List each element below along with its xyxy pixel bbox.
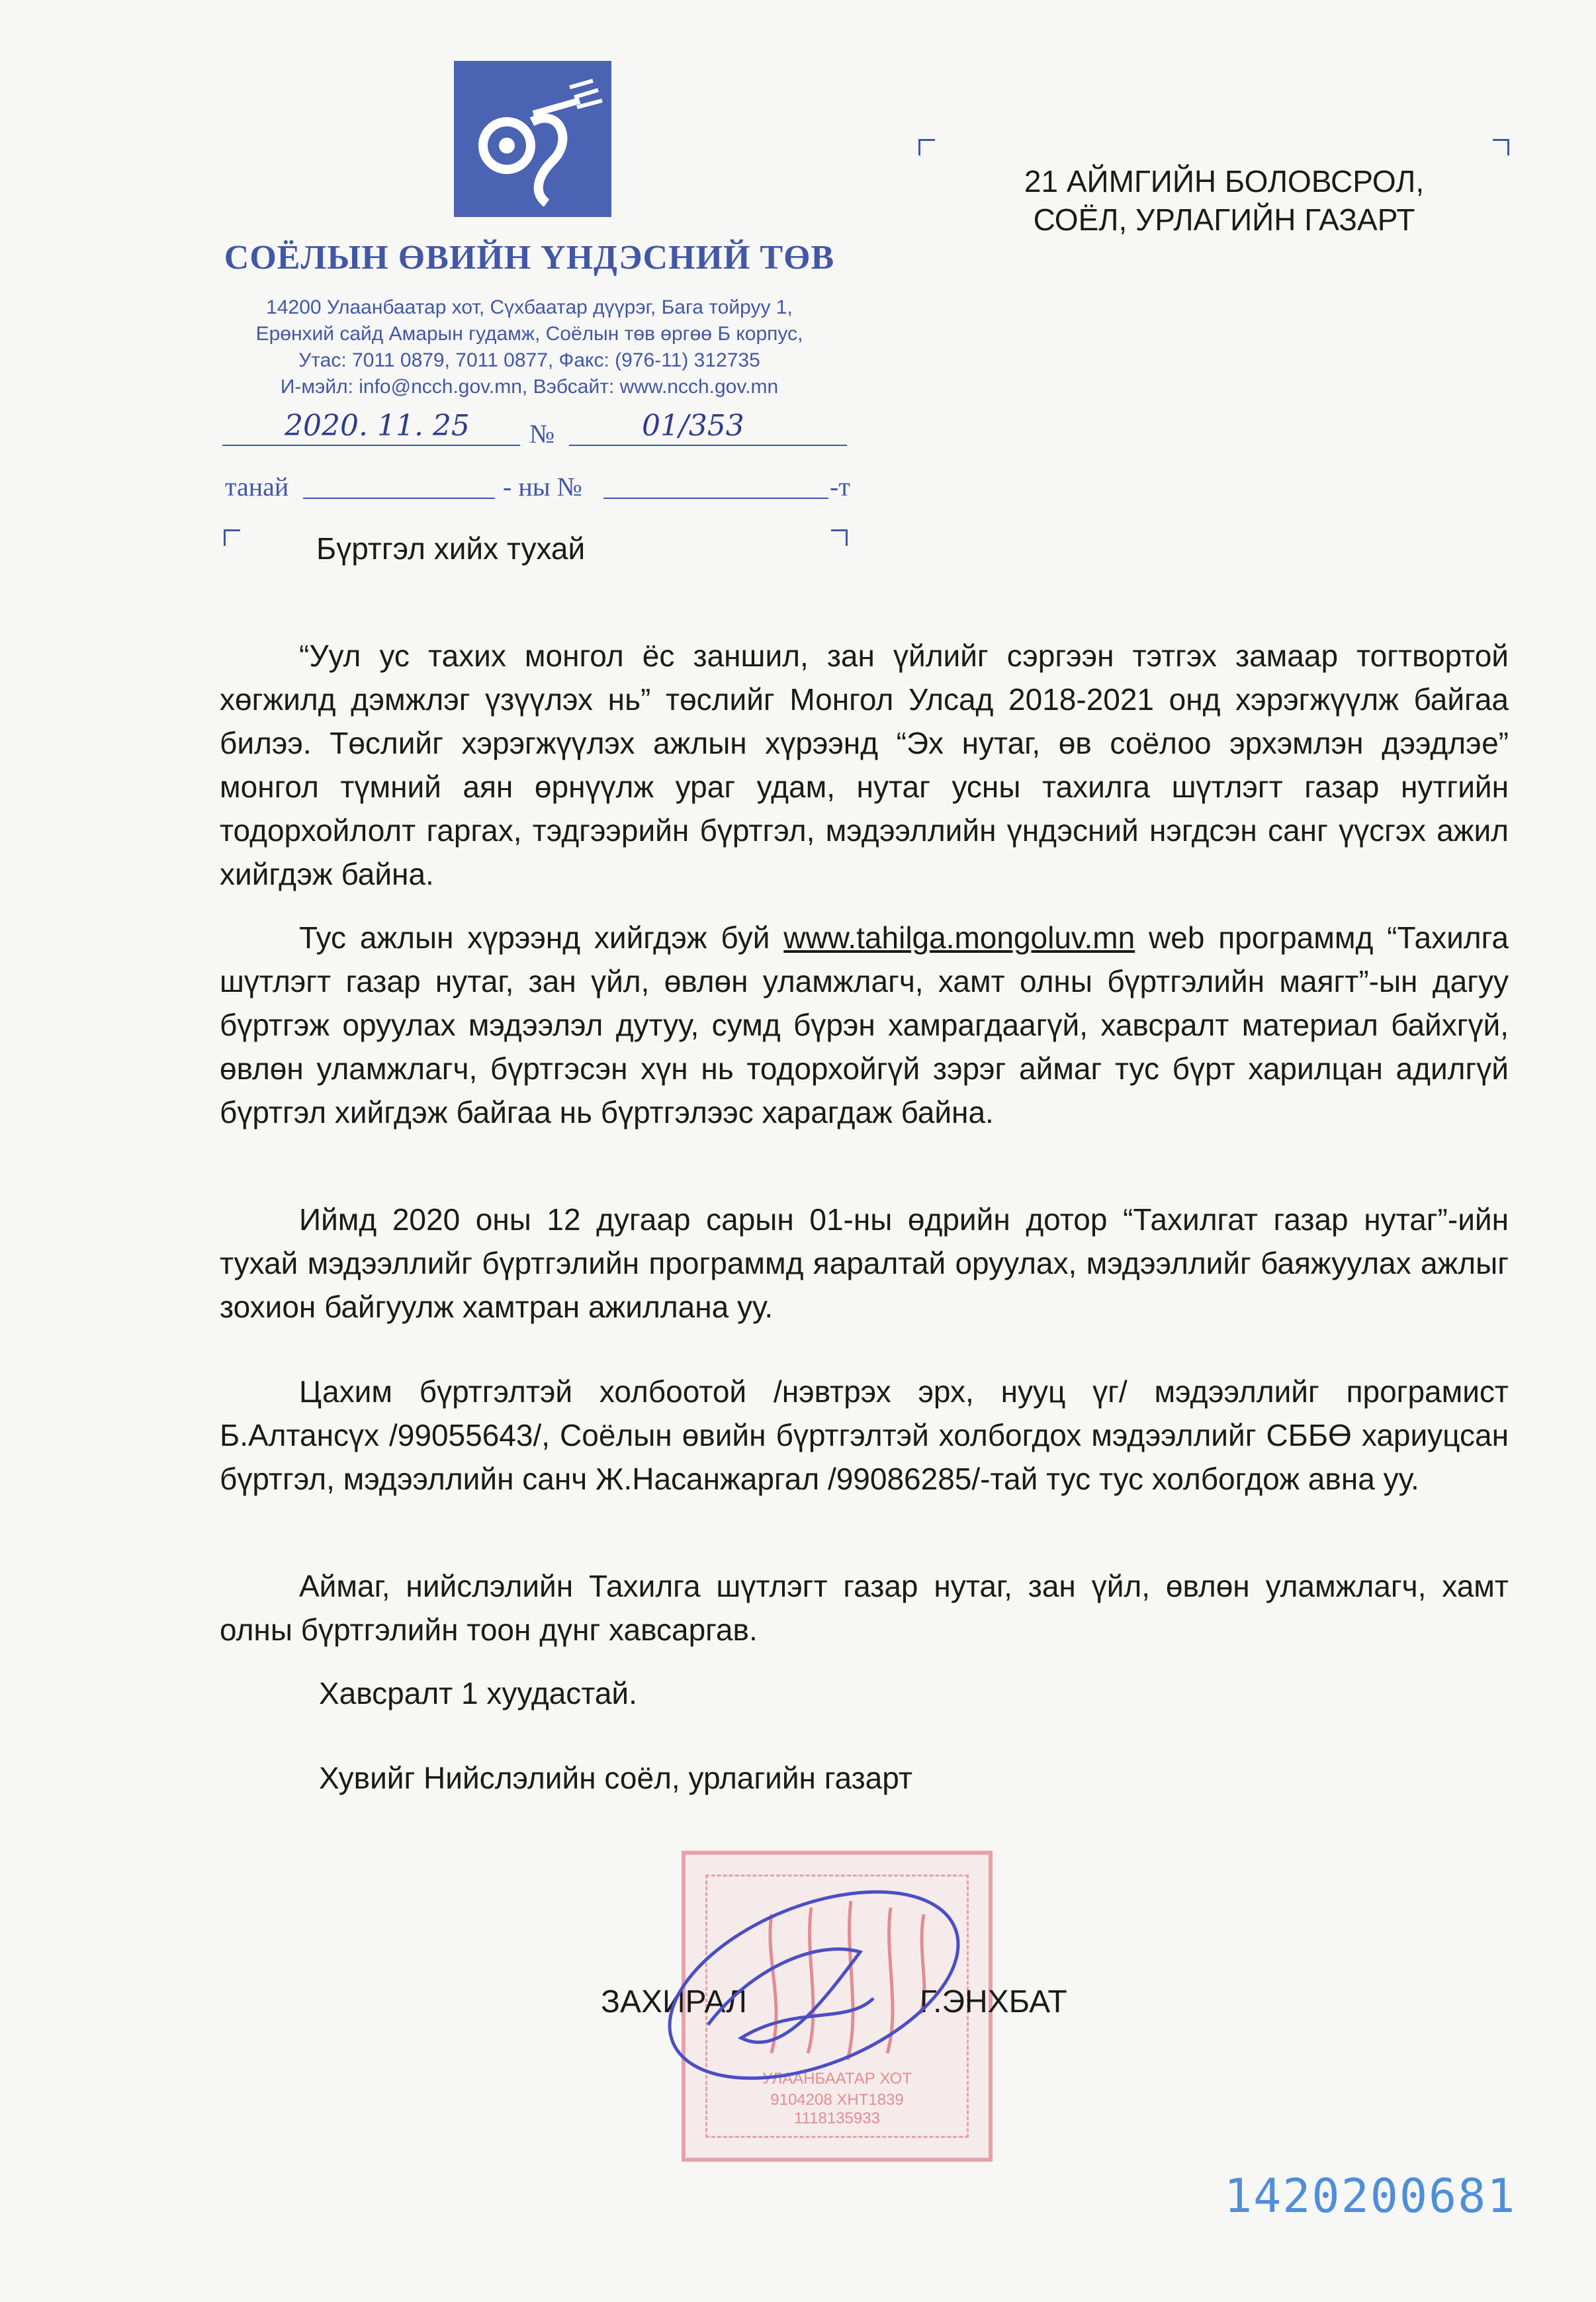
logo-emblem-icon bbox=[454, 61, 611, 217]
address-line-4: И-мэйл: info@ncch.gov.mn, Вэбсайт: www.ncch.gov.mn bbox=[280, 376, 779, 398]
paragraph-2 bbox=[220, 916, 1509, 1134]
registration-stamp-number: 1420200681 bbox=[1224, 2169, 1517, 2223]
paragraph-4: Цахим бүртгэлтэй холбоотой /нэвтрэх эрх, нууц үг/ мэдээллийг програмист Б.Алтансүх /99055643/, Соёлын өвийн бүртгэлтэй холбогдох мэдээллийг СББӨ хариуцсан бүртгэл, мэдээллийн санч Ж.Насанжаргал /99086285/-тай тус тус холбогдож авна уу. bbox=[220, 1374, 1509, 1496]
number-line bbox=[569, 445, 847, 446]
attachment-note: Хавсралт 1 хуудастай. bbox=[319, 1676, 637, 1710]
stamp-code-1: 9104208 ХНТ1839 bbox=[770, 2091, 904, 2109]
paragraph-2-rest: web программд “Тахилга шүтлэгт газар нутаг, зан үйл, өвлөн уламжлагч, хамт олны бүртгэлийн маягт”-ын дагуу бүртгэж оруулах мэдээлэл дутуу, сумд бүрэн хамрагдаагүй, хавсралт материал байхгүй, өвлөн уламжлагч, бүртгэсэн хүн нь тодорхойгүй зэрэг аймаг тус бүрт харилцан адилгүй бүртгэл хийгдэж байгаа нь бүртгэлээс харагдаж байна. bbox=[220, 920, 1509, 1129]
number-label: № bbox=[529, 419, 555, 449]
ncch-logo-icon bbox=[454, 61, 611, 217]
paragraph-1: “Уул ус тахих монгол ёс заншил, зан үйлийг сэргээн тэтгэх замаар тогтвортой хөгжилд дэмжлэг үзүүлэх нь” төслийг Монгол Улсад 2018-2021 онд хэрэгжүүлж байгаа билээ. Төслийг хэрэгжүүлэх ажлын хүрээнд “Эх нутаг, өв соёлоо эрхэмлэн дээдлэе” монгол түмний аян өрнүүлж ураг удам, нутаг усны тахилга шүтлэгт газар нутгийн тодорхойлолт гаргах, тэдгээрийн бүртгэл, мэдээллийн үндэсний нэгдсэн санг үүсгэх ажил хийгдэж байна. bbox=[220, 639, 1509, 891]
ref-line-1 bbox=[303, 498, 495, 499]
subject: Бүртгэл хийх тухай bbox=[316, 531, 586, 566]
recipient-line-2: СОЁЛ, УРЛАГИЙН ГАЗАРТ bbox=[1033, 202, 1415, 237]
paragraph-2-lead: Тус ажлын хүрээнд хийгдэж буй bbox=[299, 920, 784, 955]
address-line-1: 14200 Улаанбаатар хот, Сүхбаатар дүүрэг, Бага тойруу 1, bbox=[266, 296, 793, 318]
ref-line-2 bbox=[603, 498, 828, 499]
stamp-city: УЛААНБААТАР ХОТ bbox=[762, 2070, 912, 2088]
recipient-corner-right bbox=[1493, 139, 1509, 155]
letter-date: 2020. 11. 25 bbox=[285, 409, 470, 443]
ref-mid: - ны № bbox=[503, 472, 582, 502]
paragraph-5: Аймаг, нийслэлийн Тахилга шүтлэгт газар нутаг, зан үйл, өвлөн уламжлагч, хамт олны бүртгэлийн тоон дүнг хавсаргав. bbox=[220, 1569, 1509, 1647]
handwritten-signature-icon bbox=[648, 1873, 993, 2111]
org-name: СОЁЛЫН ӨВИЙН ҮНДЭСНИЙ ТӨВ bbox=[224, 239, 835, 277]
subject-corner-right bbox=[831, 529, 848, 546]
recipient-line-1: 21 АЙМГИЙН БОЛОВСРОЛ, bbox=[1024, 164, 1425, 199]
subject-corner-left bbox=[224, 529, 240, 546]
signatory-name: Г.ЭНХБАТ bbox=[920, 1984, 1067, 2019]
address-line-2: Ерөнхий сайд Амарын гудамж, Соёлын төв өргөө Б корпус, bbox=[255, 323, 803, 345]
ref-prefix: танай bbox=[225, 472, 289, 502]
address-line-3: Утас: 7011 0879, 7011 0877, Факс: (976-11) 312735 bbox=[298, 349, 760, 371]
tahilga-link[interactable]: www.tahilga.mongoluv.mn bbox=[783, 920, 1135, 955]
recipient-corner-left bbox=[918, 139, 935, 155]
copy-to-note: Хувийг Нийслэлийн соёл, урлагийн газарт bbox=[319, 1761, 912, 1795]
stamp-code-2: 1118135933 bbox=[794, 2109, 880, 2127]
letter-number: 01/353 bbox=[642, 409, 744, 443]
paragraph-3: Иймд 2020 оны 12 дугаар сарын 01-ны өдрийн дотор “Тахилгат газар нутаг”-ийн тухай мэдээллийг бүртгэлийн программд яаралтай оруулах, мэдээллийг баяжуулах ажлыг зохион байгуулж хамтран ажиллана уу. bbox=[220, 1202, 1509, 1324]
signatory-title: ЗАХИРАЛ bbox=[601, 1984, 747, 2019]
date-line bbox=[222, 445, 520, 446]
ref-suffix: -т bbox=[830, 472, 850, 502]
